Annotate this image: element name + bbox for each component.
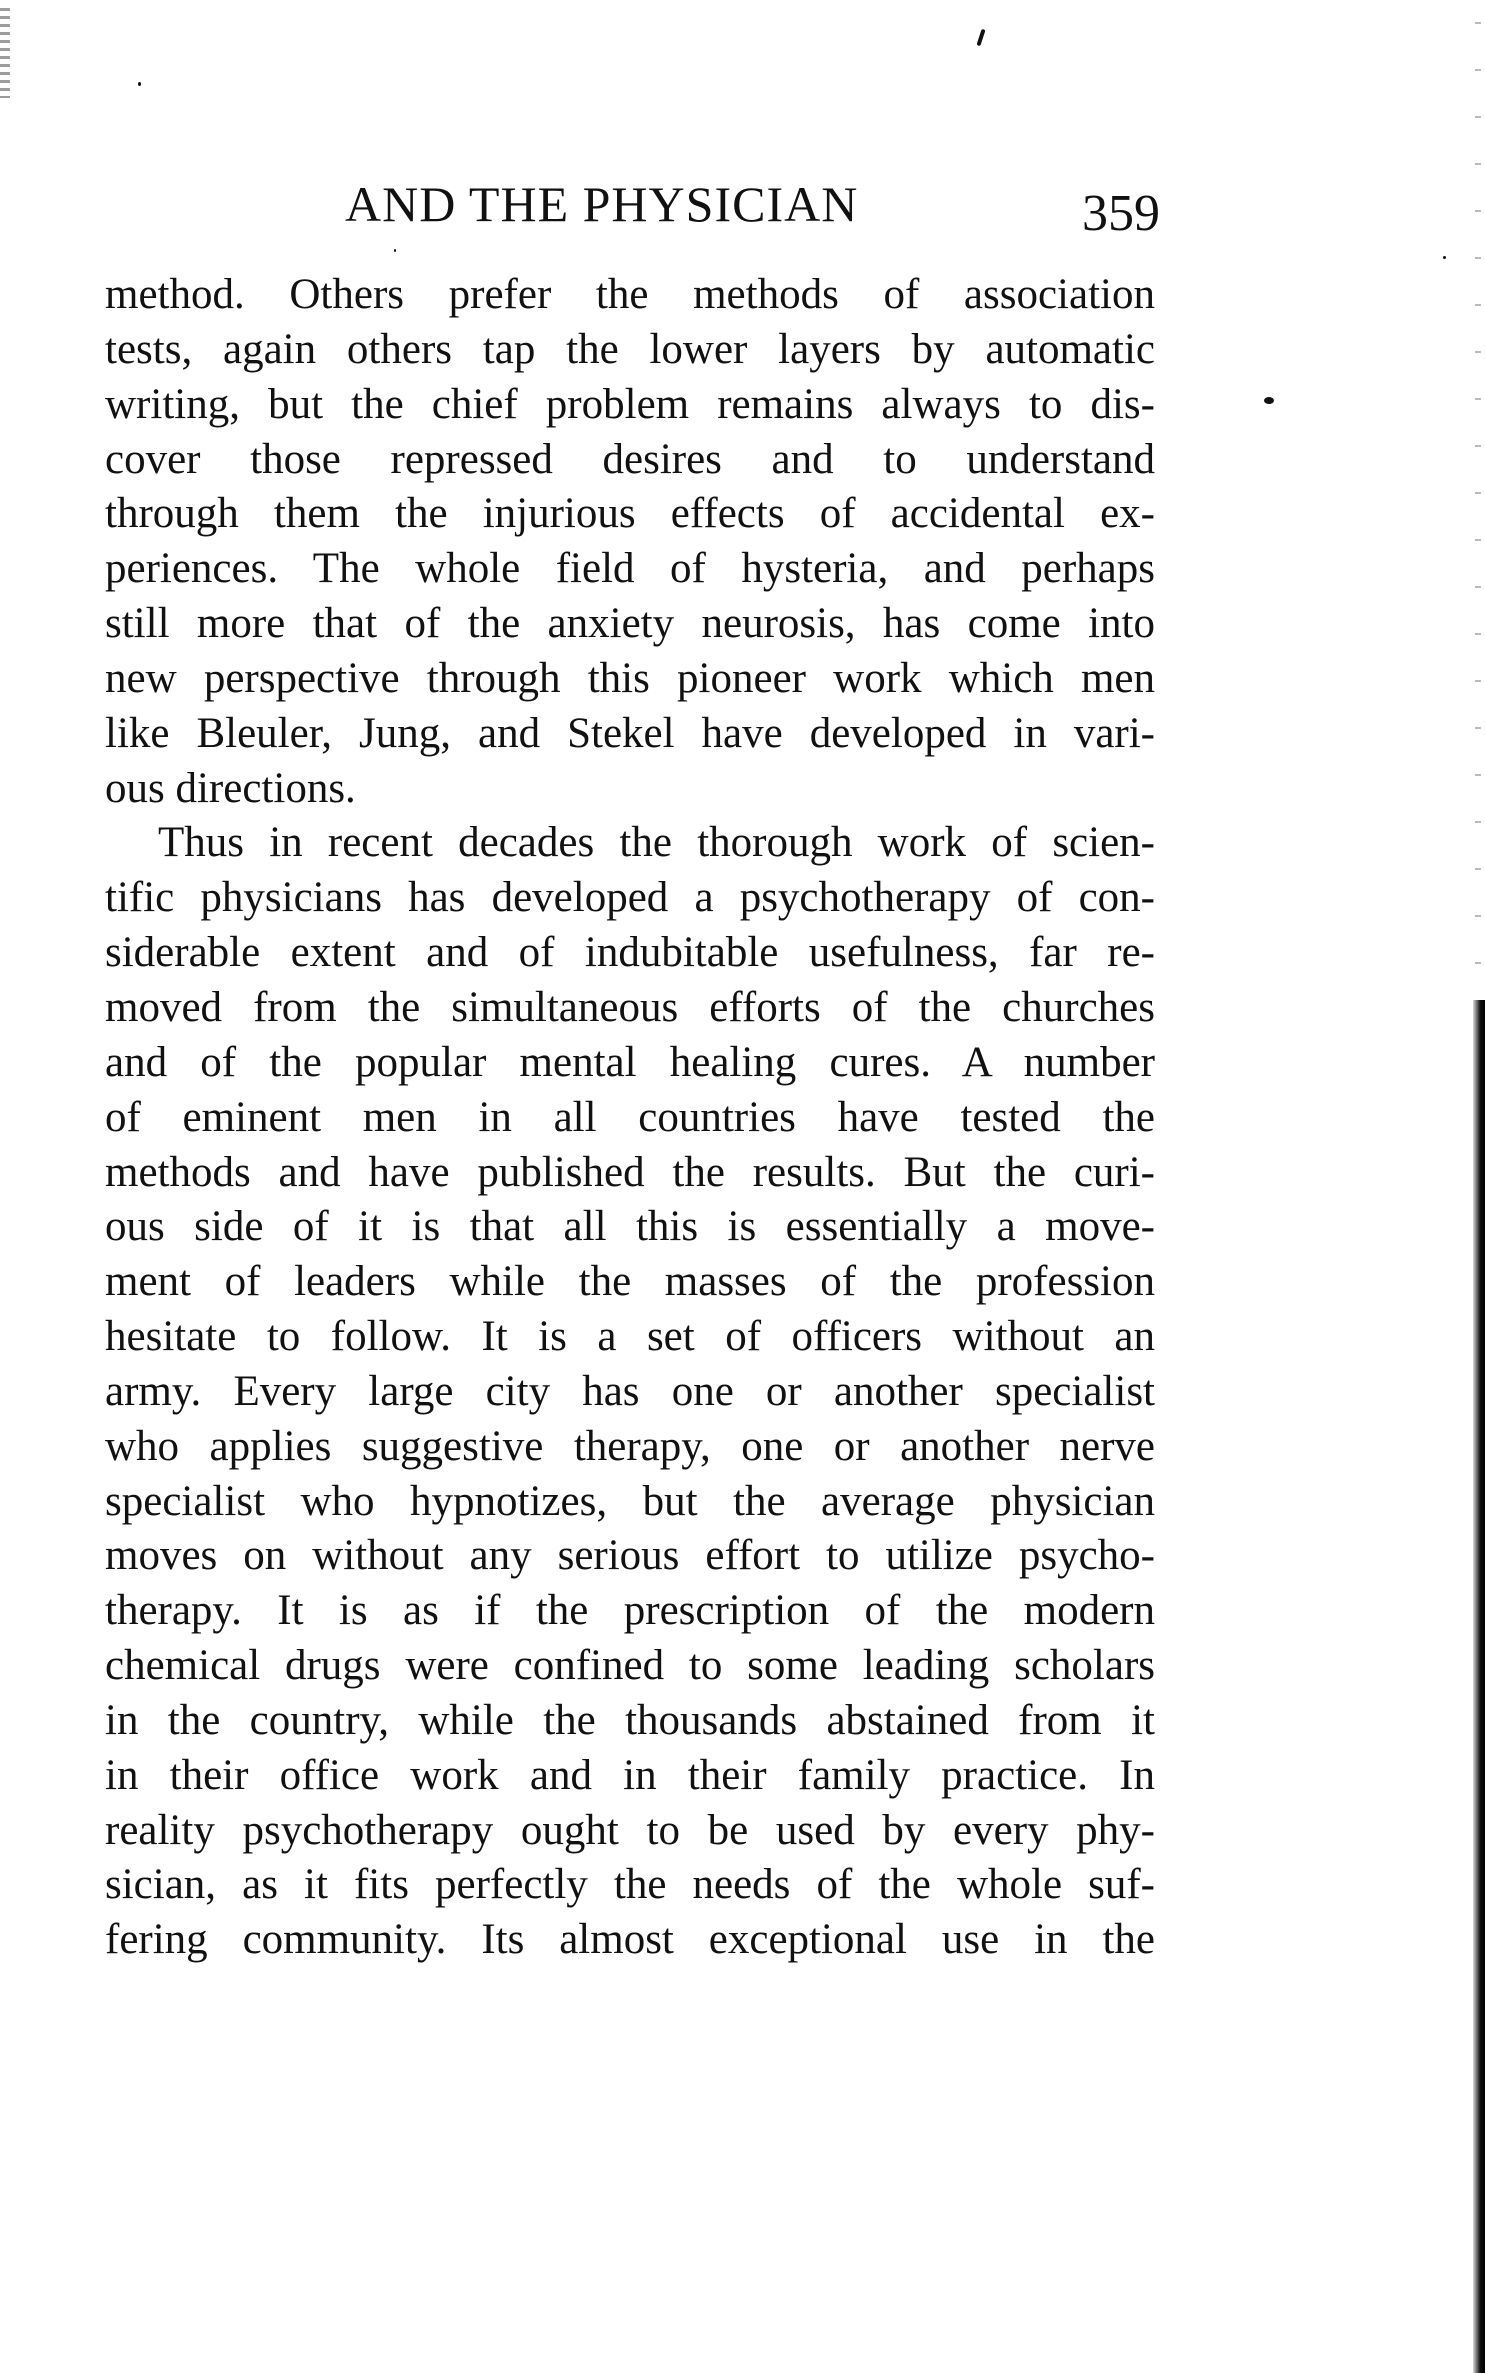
text-line: ment of leaders while the masses of the profession — [105, 1258, 1155, 1306]
scan-speck — [394, 249, 396, 252]
text-line: through them the injurious effects of accidental ex- — [105, 490, 1155, 538]
body-text — [105, 268, 1155, 1968]
text-line: in the country, while the thousands abstained from it — [105, 1696, 1155, 1744]
text-line: siderable extent and of indubitable usefulness, far re- — [105, 929, 1155, 977]
scan-speck — [1264, 397, 1274, 404]
text-line: of eminent men in all countries have tested the — [105, 1093, 1155, 1141]
text-line: ous side of it is that all this is essentially a move- — [105, 1203, 1155, 1251]
text-line: moves on without any serious effort to utilize psycho- — [105, 1532, 1155, 1580]
text-line: periences. The whole field of hysteria, and perhaps — [105, 545, 1155, 593]
text-line: reality psychotherapy ought to be used by every phy- — [105, 1806, 1155, 1854]
text-line: like Bleuler, Jung, and Stekel have developed in vari- — [105, 709, 1155, 757]
text-line: sician, as it fits perfectly the needs of the whole suf- — [105, 1861, 1155, 1909]
text-line: moved from the simultaneous efforts of the churches — [105, 983, 1155, 1031]
text-line: ous directions. — [105, 764, 356, 812]
stray-pen-mark — [976, 29, 985, 46]
scan-noise-left — [0, 8, 10, 98]
text-line: still more that of the anxiety neurosis, has come into — [105, 600, 1155, 648]
text-line: method. Others prefer the methods of association — [105, 271, 1155, 318]
text-line: new perspective through this pioneer work which men — [105, 654, 1155, 702]
scan-speck — [1443, 256, 1446, 259]
text-line: tific physicians has developed a psychotherapy of con- — [105, 874, 1155, 922]
text-line: methods and have published the results. But the curi- — [105, 1148, 1155, 1196]
running-head: AND THE PHYSICIAN — [345, 176, 859, 232]
text-line: specialist who hypnotizes, but the average physician — [105, 1477, 1155, 1525]
paragraph-2 — [105, 816, 1155, 1968]
text-line: and of the popular mental healing cures. A number — [105, 1038, 1155, 1086]
scan-noise-right — [1475, 0, 1481, 1000]
text-line: army. Every large city has one or another specialist — [105, 1367, 1155, 1415]
text-line: hesitate to follow. It is a set of officers without an — [105, 1313, 1155, 1361]
text-line: therapy. It is as if the prescription of the modern — [105, 1587, 1155, 1635]
text-line: in their office work and in their family practice. In — [105, 1751, 1155, 1799]
text-line: who applies suggestive therapy, one or another nerve — [105, 1422, 1155, 1470]
scan-edge-shadow — [1473, 1000, 1485, 2373]
text-line: writing, but the chief problem remains always to dis- — [105, 380, 1155, 428]
text-line: chemical drugs were confined to some leading scholars — [105, 1642, 1155, 1690]
page-number: 359 — [1082, 185, 1160, 242]
scan-speck — [138, 82, 141, 86]
text-line: fering community. Its almost exceptional use in the — [105, 1916, 1155, 1964]
paragraph-1 — [105, 268, 1155, 816]
text-line: tests, again others tap the lower layers by automatic — [105, 325, 1155, 373]
text-line: Thus in recent decades the thorough work of scien- — [158, 819, 1155, 867]
text-line: cover those repressed desires and to understand — [105, 435, 1155, 483]
